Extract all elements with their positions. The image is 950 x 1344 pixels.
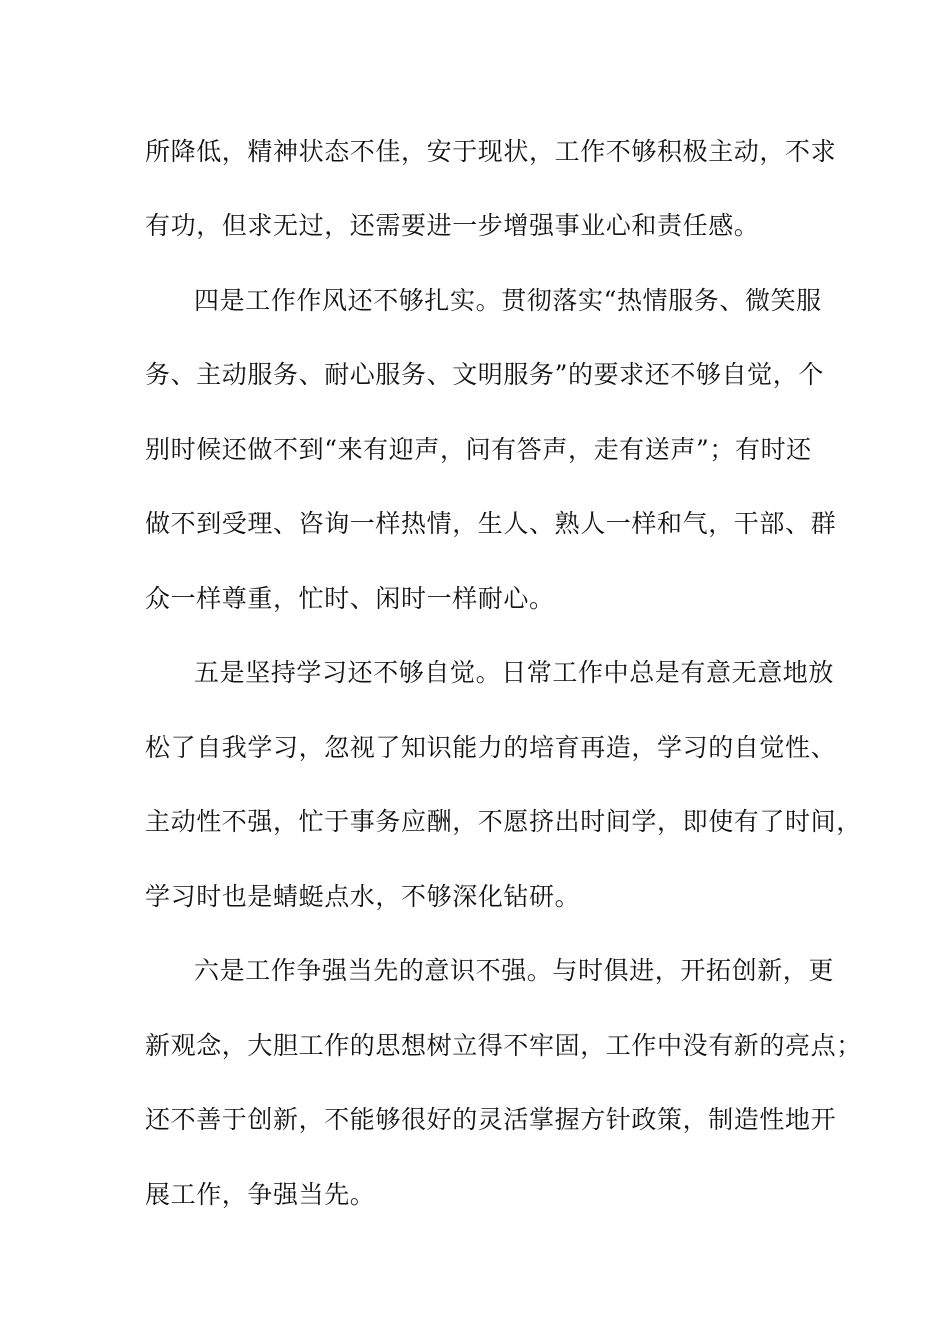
text-line: 别时候还做不到“来有迎声，问有答声，走有送声”；有时还 [145,435,812,464]
text-line: 展工作，争强当先。 [145,1180,376,1209]
text-line: 做不到受理、咨询一样热情，生人、熟人一样和气，干部、群 [145,509,837,538]
text-line: 松了自我学习，忽视了知识能力的培育再造，学习的自觉性、 [145,733,837,762]
text-line: 务、主动服务、耐心服务、文明服务”的要求还不够自觉，个 [145,360,824,389]
paragraph-start-line: 四是工作作风还不够扎实。贯彻落实“热情服务、微笑服 [194,286,822,315]
text-line: 有功，但求无过，还需要进一步增强事业心和责任感。 [145,211,760,240]
paragraph-start-line: 五是坚持学习还不够自觉。日常工作中总是有意无意地放 [194,658,835,687]
text-line: 众一样尊重，忙时、闲时一样耐心。 [145,584,555,613]
text-line: 所降低，精神状态不佳，安于现状，工作不够积极主动，不求 [145,137,837,166]
text-line: 新观念，大胆工作的思想树立得不牢固，工作中没有新的亮点； [145,1031,862,1060]
text-line: 主动性不强，忙于事务应酬，不愿挤出时间学，即使有了时间， [145,807,862,836]
text-line: 还不善于创新，不能够很好的灵活掌握方针政策，制造性地开 [145,1105,837,1134]
text-line: 学习时也是蜻蜓点水，不够深化钻研。 [145,882,581,911]
paragraph-start-line: 六是工作争强当先的意识不强。与时俱进，开拓创新，更 [194,956,835,985]
